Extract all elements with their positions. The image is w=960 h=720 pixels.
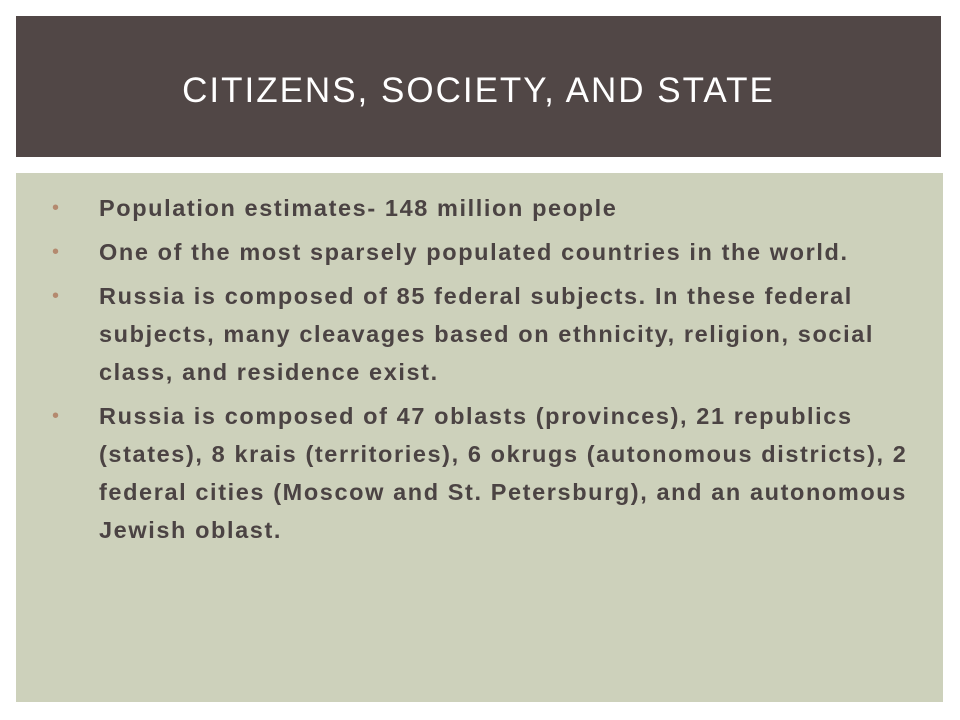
bullet-text: Russia is composed of 47 oblasts (provinces), 21 republics (states), 8 krais (territories), 6 okrugs (autonomous districts), 2 federal cities (Moscow and St. Petersburg), and an autonomous Jewish oblast. — [99, 403, 908, 543]
bullet-item — [16, 277, 943, 391]
content-panel — [16, 173, 943, 702]
bullet-text: One of the most sparsely populated countries in the world. — [99, 239, 849, 265]
title-bar — [16, 16, 941, 157]
bullet-list — [16, 189, 943, 555]
bullet-item — [16, 189, 943, 227]
bullet-dot-icon: • — [52, 197, 61, 219]
bullet-text: Russia is composed of 85 federal subjects. In these federal subjects, many cleavages based on ethnicity, religion, social class, and residence exist. — [99, 283, 874, 385]
slide-title: CITIZENS, SOCIETY, AND STATE — [182, 70, 775, 110]
bullet-dot-icon: • — [52, 241, 61, 263]
bullet-dot-icon: • — [52, 285, 61, 307]
bullet-dot-icon: • — [52, 405, 61, 427]
bullet-item — [16, 397, 943, 549]
bullet-text: Population estimates- 148 million people — [99, 195, 618, 221]
bullet-item — [16, 233, 943, 271]
